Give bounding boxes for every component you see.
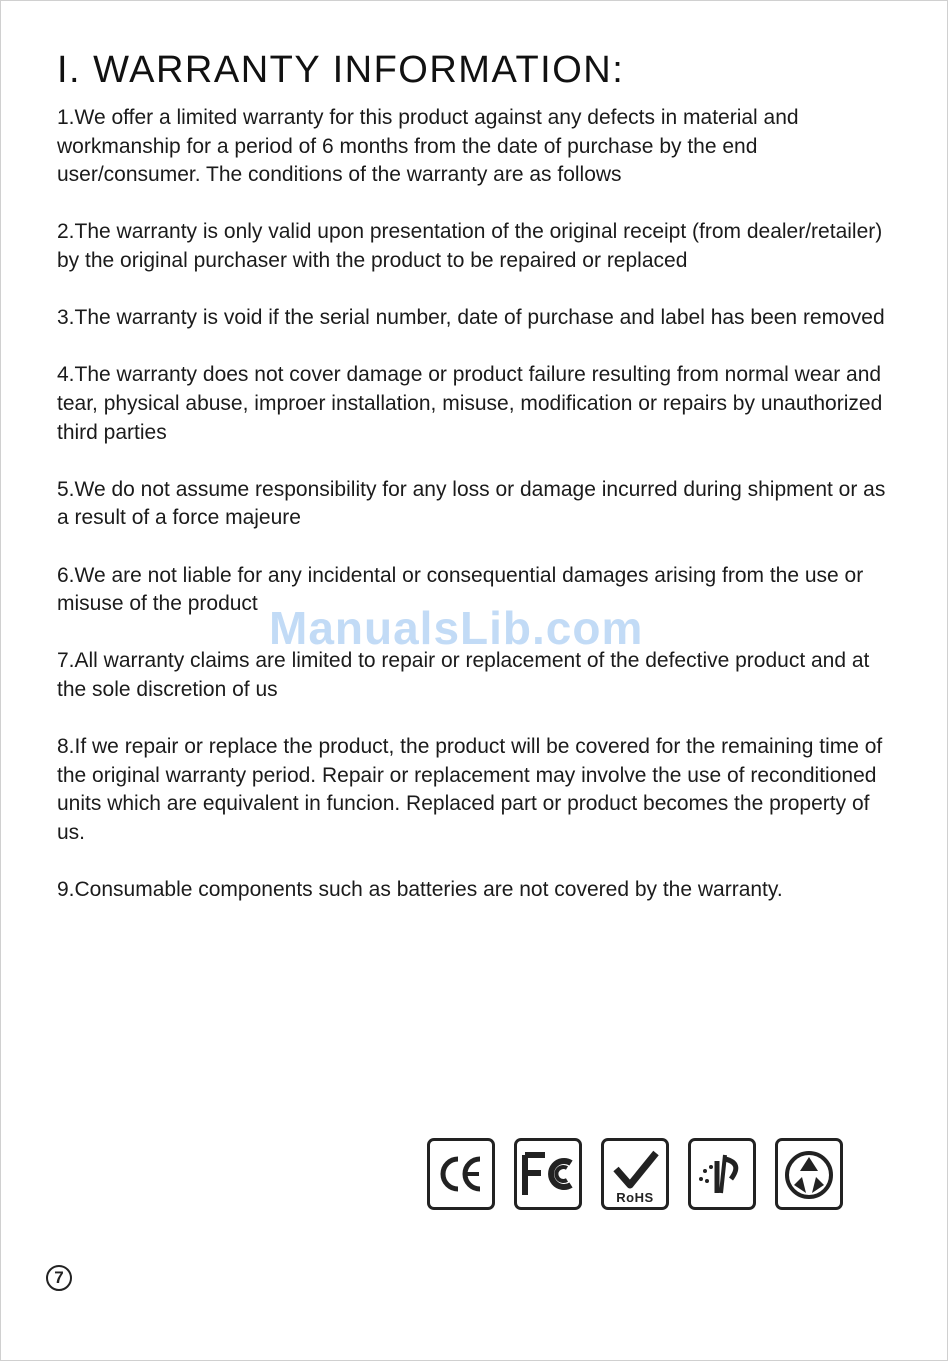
rohs-mark-icon — [601, 1138, 669, 1210]
warranty-clause-4: 4.The warranty does not cover damage or product failure resulting from normal wear and tear, physical abuse, improer installation, misuse, modification or repairs by unauthorized third parties — [57, 363, 883, 444]
warranty-clauses — [57, 104, 902, 933]
watermark: ManualsLib.com — [269, 602, 644, 654]
warranty-clause-3: 3.The warranty is void if the serial number, date of purchase and label has been removed — [57, 306, 885, 330]
warranty-clause-1: 1.We offer a limited warranty for this product against any defects in material and workmanship for a period of 6 months from the date of purchase by the end user/consumer. The conditions of the warranty are as follows — [57, 106, 799, 187]
warranty-clause-9: 9.Consumable components such as batteries are not covered by the warranty. — [57, 878, 783, 902]
ce-mark-icon — [427, 1138, 495, 1210]
page-number: 7 — [46, 1265, 72, 1291]
warranty-clause-6: 6.We are not liable for any incidental or consequential damages arising from the use or misuse of the product — [57, 563, 864, 616]
section-heading: I. WARRANTY INFORMATION: — [57, 49, 625, 91]
fcc-mark-icon — [514, 1138, 582, 1210]
certification-marks — [427, 1138, 843, 1210]
rohs-label: RoHS — [616, 1190, 654, 1205]
warranty-clause-2: 2.The warranty is only valid upon presentation of the original receipt (from dealer/retailer) by the original purchaser with the product to be repaired or replaced — [57, 220, 883, 272]
warranty-clause-7: 7.All warranty claims are limited to repair or replacement of the defective product and at the sole discretion of us — [57, 649, 870, 701]
warranty-clause-5: 5.We do not assume responsibility for any loss or damage incurred during shipment or as a result of a force majeure — [57, 477, 886, 530]
warranty-clause-8: 8.If we repair or replace the product, the product will be covered for the remaining time of the original warranty period. Repair or replacement may involve the use of reconditioned units which are equivalent in funcion. Replaced part or product becomes the property of us. — [57, 735, 883, 844]
recycle-mark-icon — [775, 1138, 843, 1210]
weee-mark-icon — [688, 1138, 756, 1210]
